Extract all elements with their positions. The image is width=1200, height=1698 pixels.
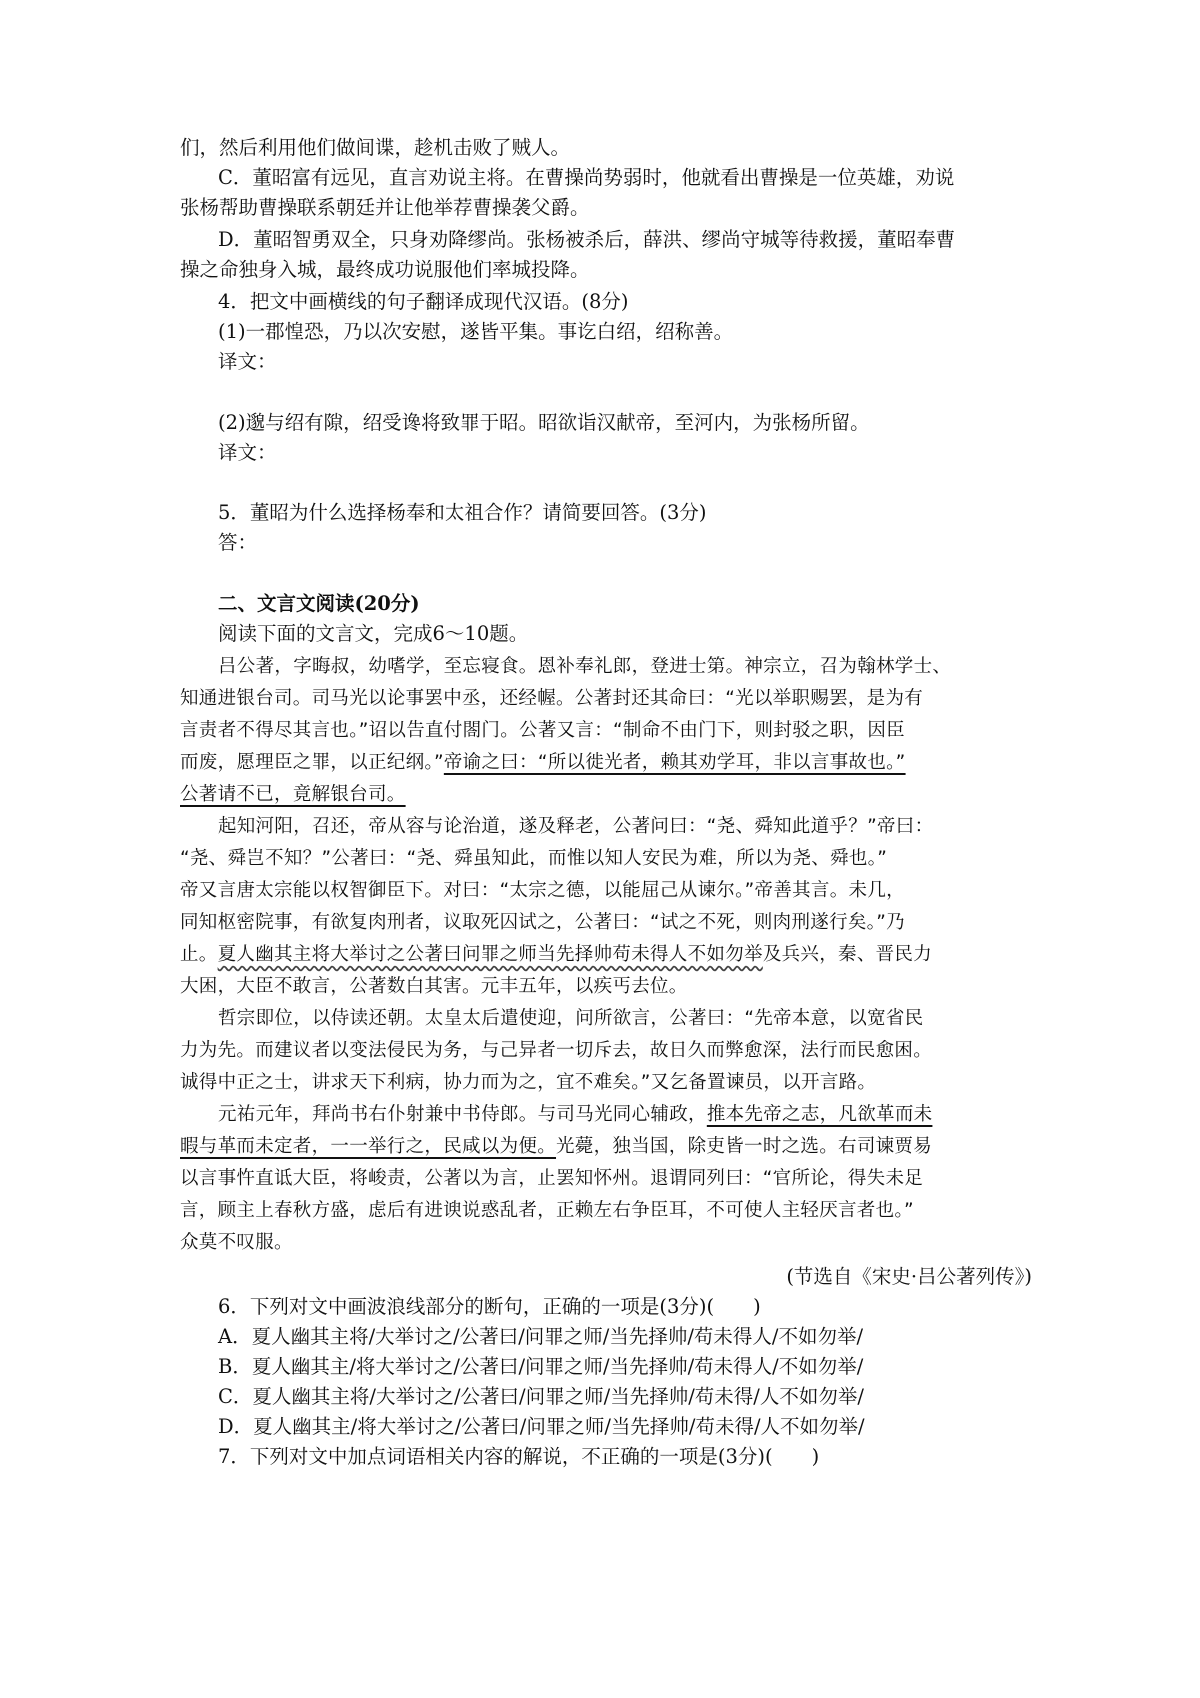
passage-line: 起知河阳，召还，帝从容与论治道，遂及释老，公著问曰：“尧、舜知此道乎？”帝曰：	[218, 816, 934, 837]
option-c-cont: 张杨帮助曹操联系朝廷并让他举荐曹操袭父爵。	[180, 196, 590, 219]
passage-line: 帝又言唐太宗能以权智御臣下。对曰：“太宗之德，以能屈己从谏尔。”帝善其言。未几，	[180, 880, 905, 901]
passage-text: 元祐元年，拜尚书右仆射兼中书侍郎。与司马光同心辅政，	[218, 1104, 707, 1125]
passage-line: 众莫不叹服。	[180, 1232, 293, 1253]
option-d-cont: 操之命独身入城，最终成功说服他们率城投降。	[180, 258, 590, 281]
translation-label-1: 译文：	[218, 350, 277, 373]
passage-line	[218, 1100, 1030, 1130]
question-5: 5．董昭为什么选择杨奉和太祖合作？请简要回答。(3分)	[218, 501, 707, 524]
option-b: B．夏人幽其主/将大举讨之/公著曰/问罪之师/当先择帅/苟未得人/不如勿举/	[218, 1355, 864, 1378]
passage-line: 诚得中正之士，讲求天下利病，协力而为之，宜不难矣。”又乞备置谏员，以开言路。	[180, 1072, 877, 1093]
passage-line: 哲宗即位，以侍读还朝。太皇太后遣使迎，问所欲言，公著曰：“先帝本意，以宽省民	[218, 1008, 924, 1029]
option-d: D．董昭智勇双全，只身劝降缪尚。张杨被杀后，薛洪、缪尚守城等待救援，董昭奉曹	[218, 228, 956, 251]
option-c: C．夏人幽其主将/大举讨之/公著曰/问罪之师/当先择帅/苟未得/人不如勿举/	[218, 1385, 864, 1408]
underlined-sentence: 暇与革而未定者，一一举行之，民咸以为便。	[180, 1136, 557, 1157]
passage-line: 言，顾主上春秋方盛，虑后有进谀说惑乱者，正赖左右争臣耳，不可使人主轻厌言者也。”	[180, 1200, 914, 1221]
q4-sentence-2: (2)邈与绍有隙，绍受谗将致罪于昭。昭欲诣汉献帝，至河内，为张杨所留。	[218, 411, 870, 434]
option-b-tail: 们，然后利用他们做间谍，趁机击败了贼人。	[180, 136, 571, 159]
wavy-underlined-text: 夏人幽其主将大举讨之公著曰问罪之师当先择帅苟未得人不如勿举	[217, 944, 763, 965]
source-citation: (节选自《宋史·吕公著列传》)	[786, 1265, 1032, 1288]
question-7: 7．下列对文中加点词语相关内容的解说，不正确的一项是(3分)( )	[218, 1445, 820, 1468]
passage-line: 大困，大臣不敢言，公著数白其害。元丰五年，以疾丐去位。	[180, 976, 688, 997]
passage-line	[180, 780, 1030, 810]
passage-line: 力为先。而建议者以变法侵民为务，与己异者一切斥去，故日久而弊愈深，法行而民愈困。	[180, 1040, 933, 1061]
instruction: 阅读下面的文言文，完成6～10题。	[218, 622, 529, 645]
option-c: C．董昭富有远见，直言劝说主将。在曹操尚势弱时，他就看出曹操是一位英雄，劝说	[218, 166, 955, 189]
passage-line: 同知枢密院事，有欲复肉刑者，议取死囚试之，公著曰：“试之不死，则肉刑遂行矣。”乃	[180, 912, 905, 933]
passage-line: “尧、舜岂不知？”公著曰：“尧、舜虽知此，而惟以知人安民为难，所以为尧、舜也。”	[180, 848, 888, 869]
option-d: D．夏人幽其主/将大举讨之/公著曰/问罪之师/当先择帅/苟未得/人不如勿举/	[218, 1415, 865, 1438]
passage-line: 以言事忤直诋大臣，将峻责，公著以为言，止罢知怀州。退谓同列曰：“官所论，得失未足	[180, 1168, 924, 1189]
section-heading: 二、文言文阅读(20分)	[218, 592, 420, 615]
passage-line	[180, 940, 1030, 970]
passage-text: 光薨，独当国，除吏皆一时之选。右司谏贾易	[556, 1136, 933, 1157]
passage-line	[180, 748, 1030, 778]
passage-line: 言责者不得尽其言也。”诏以告直付閤门。公著又言：“制命不由门下，则封驳之职，因臣	[180, 720, 905, 741]
passage-text: 及兵兴，秦、晋民力	[762, 944, 933, 965]
passage-text: 止。	[180, 944, 218, 965]
underlined-sentence: 帝谕之曰：“所以徙光者，赖其劝学耳，非以言事故也。”	[443, 752, 906, 773]
option-a: A．夏人幽其主将/大举讨之/公著曰/问罪之师/当先择帅/苟未得人/不如勿举/	[218, 1325, 864, 1348]
answer-label: 答：	[218, 531, 258, 554]
question-6: 6．下列对文中画波浪线部分的断句，正确的一项是(3分)( )	[218, 1295, 761, 1318]
passage-line	[180, 1132, 1030, 1162]
question-4: 4．把文中画横线的句子翻译成现代汉语。(8分)	[218, 290, 629, 313]
translation-label-2: 译文：	[218, 441, 277, 464]
q4-sentence-1: (1)一郡惶恐，乃以次安慰，遂皆平集。事讫白绍，绍称善。	[218, 320, 734, 343]
passage-text: 而废，愿理臣之罪，以正纪纲。”	[180, 752, 444, 773]
underlined-sentence: 推本先帝之志，凡欲革而未	[706, 1104, 933, 1125]
underlined-sentence: 公著请不已，竟解银台司。	[180, 784, 406, 805]
passage-line: 知通进银台司。司马光以论事罢中丞，还经幄。公著封还其命曰：“光以举职赐罢，是为有	[180, 688, 924, 709]
passage-line: 吕公著，字晦叔，幼嗜学，至忘寝食。恩补奉礼郎，登进士第。神宗立，召为翰林学士、	[218, 656, 952, 677]
